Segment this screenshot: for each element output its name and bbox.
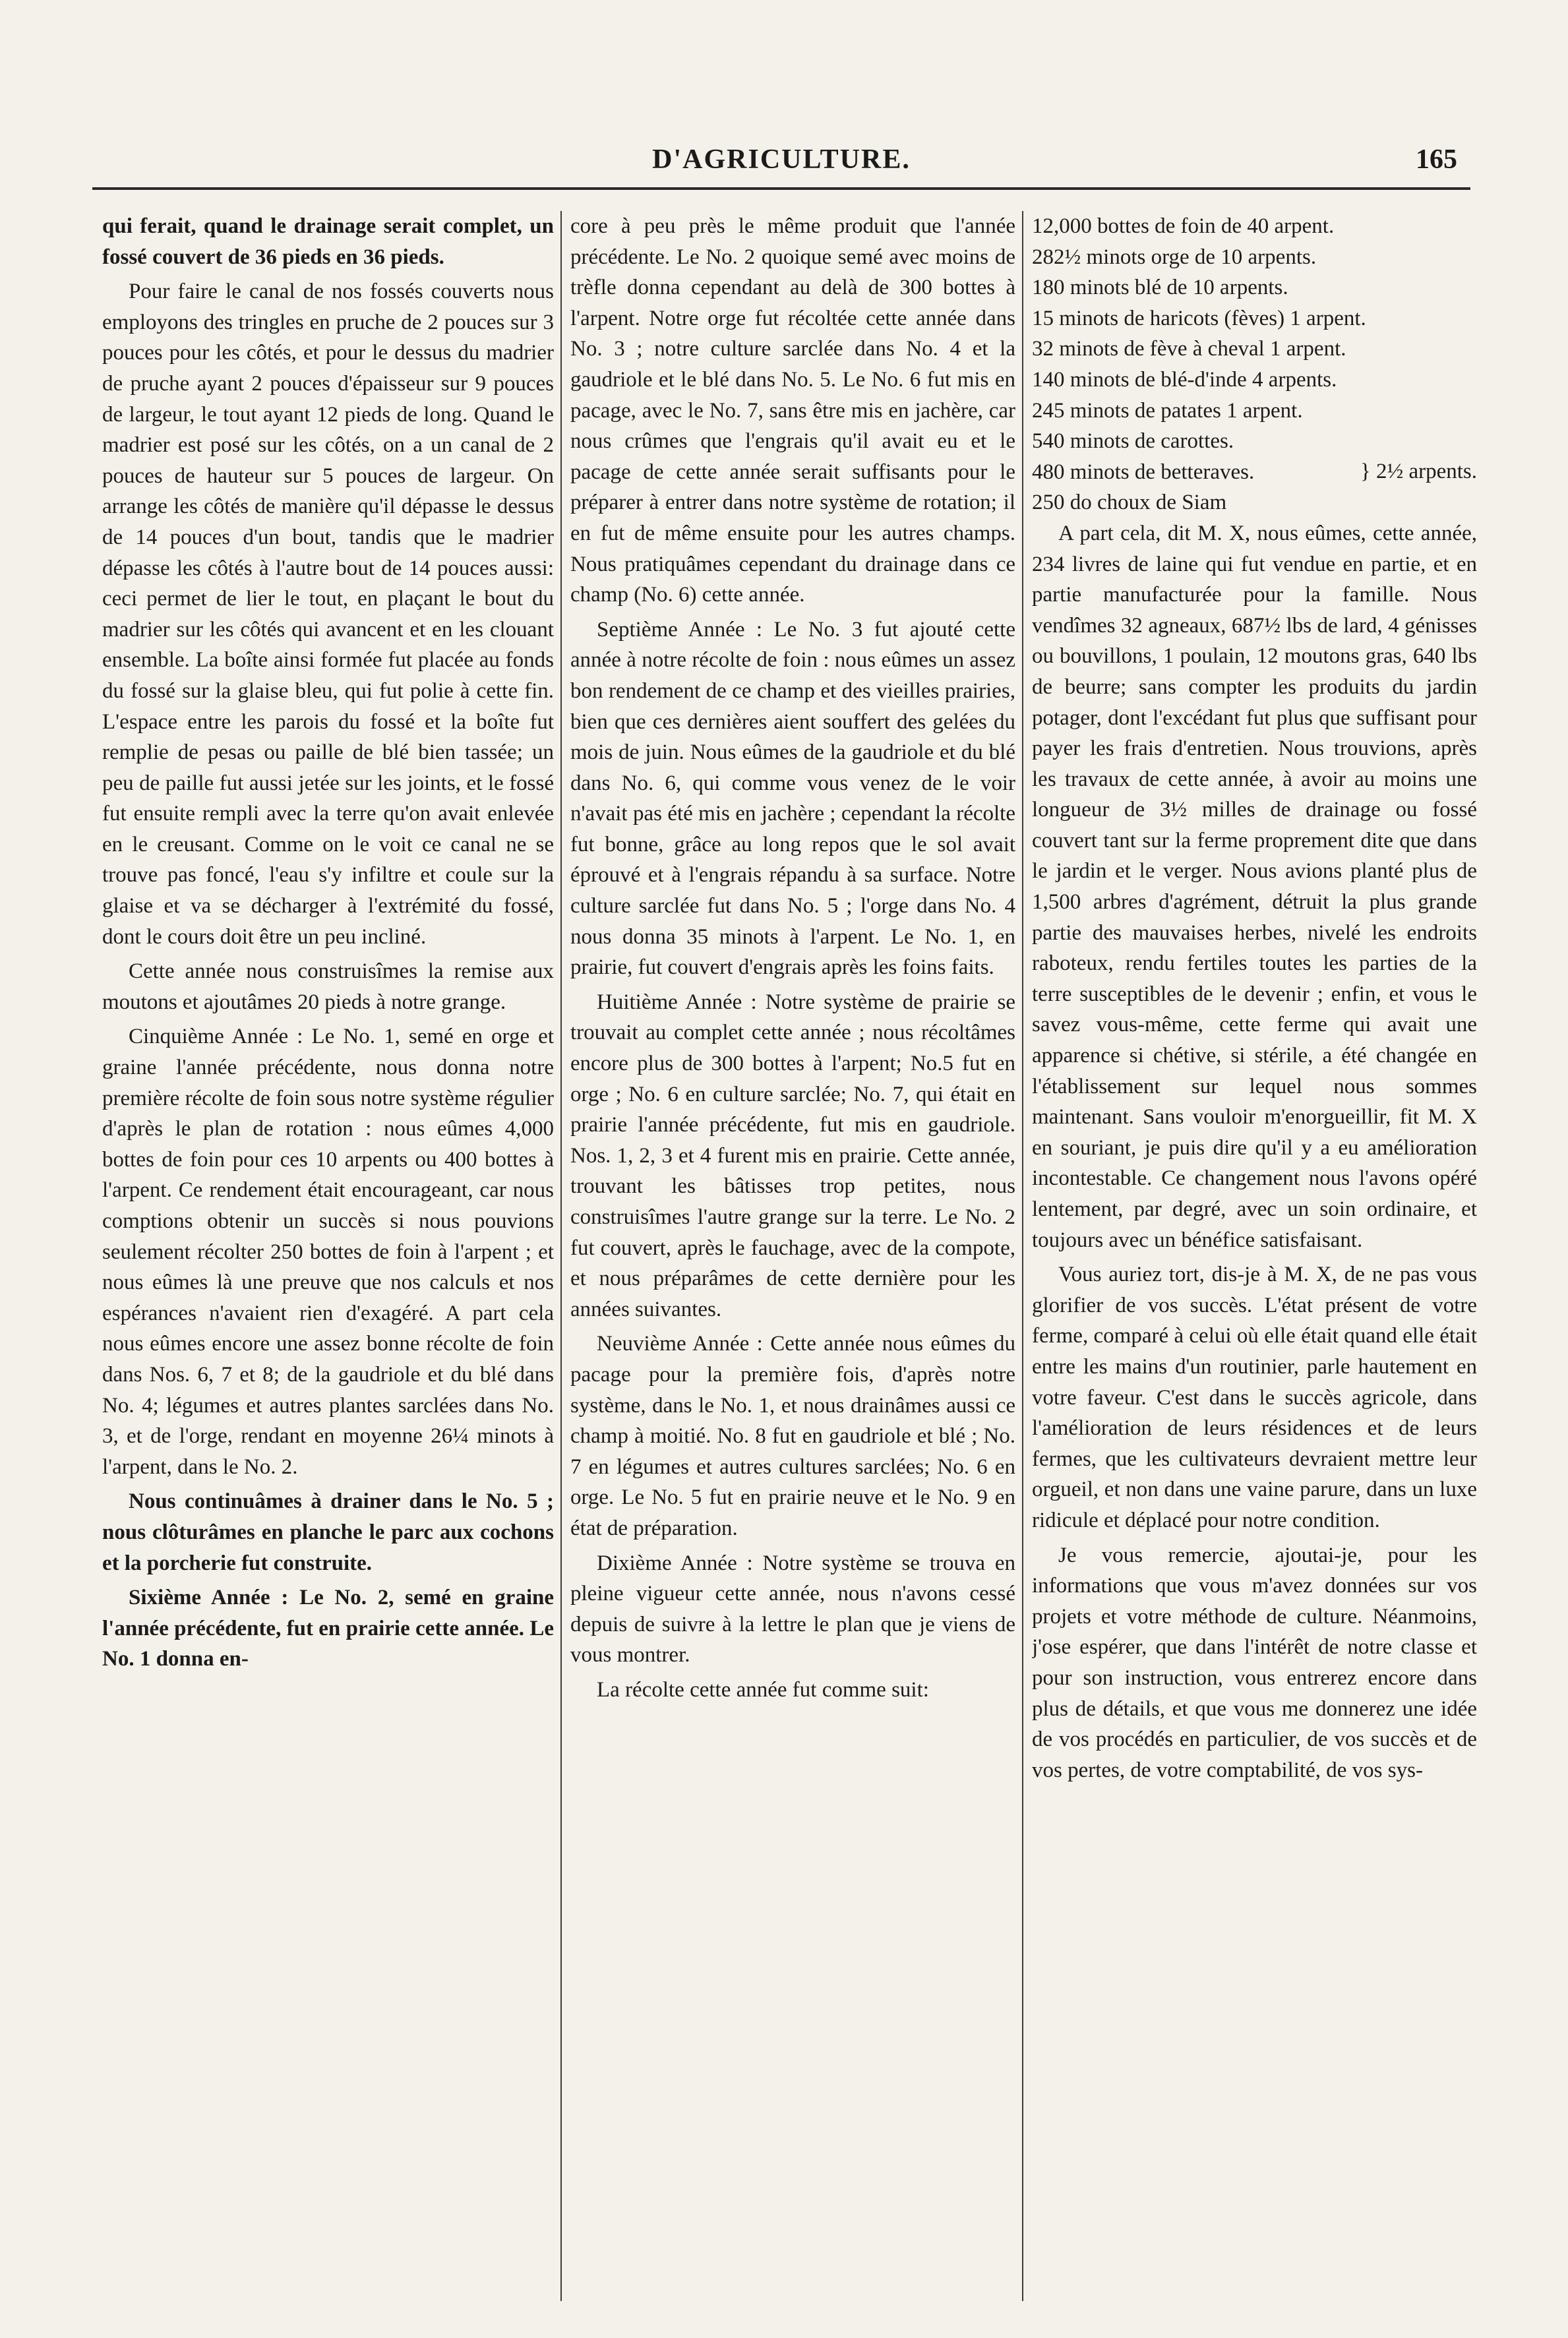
paragraph: Huitième Année : Notre système de prairie se trouvait au complet cette année ; nous récoltâmes encore plus de 300 bottes à l'arpent; No.5 fut en orge ; No. 6 en culture sarclée; No. 7, qui était en prairie l'année précédente, fut mis en gaudriole. Nos. 1, 2, 3 et 4 furent mis en prairie. Cette année, trouvant les bâtisses trop petites, nous construisîmes l'autre grange sur la terre. Le No. 2 fut couvert, après le fauchage, avec de la compote, et nous préparâmes de cette dernière pour les années suivantes. [570,990,1015,1321]
list-item: 540 minots de carottes. [1032,429,1234,454]
list-item: 245 minots de patates 1 arpent. [1032,398,1303,423]
paragraph: Neuvième Année : Cette année nous eûmes du pacage pour la première fois, d'après notre système, dans le No. 1, et nous drainâmes aussi ce champ à moitié. No. 8 fut en gaudriole et blé ; No. 7 en légumes et autres cultures sarclées; No. 6 en orge. Le No. 5 fut en prairie neuve et le No. 9 en état de préparation. [570,1332,1015,1540]
brace-total: } 2½ arpents. [1360,460,1477,484]
paragraph: Cinquième Année : Le No. 1, semé en orge et graine l'année précédente, nous donna notre première récolte de foin sous notre système régulier d'après le plan de rotation : nous eûmes 4,000 bottes de foin pour ces 10 arpents ou 400 bottes à l'arpent. Ce rendement était encourageant, car nous comptions obtenir un succès si nous pouvions seulement récolter 250 bottes de foin à l'arpent ; et nous eûmes là une preuve que nos calculs et nos espérances n'avaient rien d'exagéré. A part cela nous eûmes encore une assez bonne récolte de foin dans Nos. 6, 7 et 8; de la gaudriole et du blé dans No. 4; légumes et autres plantes sarclées dans No. 3, et de l'orge, rendant en moyenne 26¼ minots à l'arpent, dans le No. 2. [102,1025,554,1479]
brace-group [1032,426,1477,518]
harvest-list [1032,211,1477,518]
paragraph: qui ferait, quand le drainage serait complet, un fossé couvert de 36 pieds en 36 pieds. [102,214,554,269]
column-2 [570,211,1015,2308]
list-item: 480 minots de betteraves. [1032,460,1255,484]
paragraph: Cette année nous construisîmes la remise aux moutons et ajoutâmes 20 pieds à notre grange. [102,959,554,1014]
paragraph: A part cela, dit M. X, nous eûmes, cette année, 234 livres de laine qui fut vendue en partie, et en partie manufacturée pour la famille. Nous vendîmes 32 agneaux, 687½ lbs de lard, 4 génisses ou bouvillons, 1 poulain, 12 moutons gras, 640 lbs de beurre; sans compter les produits du jardin potager, dont l'excédant fut plus que suffisant pour payer les frais d'entretien. Nous trouvions, après les travaux de cette année, à avoir au moins une longueur de 3½ milles de drainage ou fossé couvert tant sur la ferme proprement dite que dans le jardin et le verger. Nous avions planté plus de 1,500 arbres d'agrément, détruit la plus grande partie des mauvaises herbes, nivelé les endroits raboteux, rendu fertiles toutes les parties de la terre susceptibles de le devenir ; enfin, et vous le savez vous-même, cette ferme qui avait une apparence si chétive, si stérile, a été changée en l'établissement sur lequel nous sommes maintenant. Sans vouloir m'enorgueillir, fit M. X en souriant, je puis dire qu'il y a eu amélioration incontestable. Ce changement nous l'avons opéré lentement, par degré, avec un soin ordinaire, et toujours avec un bénéfice satisfaisant. [1032,521,1477,1252]
paragraph: Nous continuâmes à drainer dans le No. 5 ; nous clôturâmes en planche le parc aux cochons et la porcherie fut construite. [102,1489,554,1575]
paragraph: Pour faire le canal de nos fossés couverts nous employons des tringles en pruche de 2 pouces sur 3 pouces pour les côtés, et pour le dessus du madrier de pruche ayant 2 pouces d'épaisseur sur 9 pouces de largeur, le tout ayant 12 pieds de long. Quand le madrier est posé sur les côtés, on a un canal de 2 pouces de hauteur sur 5 pouces de largeur. On arrange les côtés de manière qu'il dépasse le dessus de 14 pouces d'un bout, tandis que le madrier dépasse les côtés à l'autre bout de 14 pouces aussi: ceci permet de lier le tout, en plaçant le bout du madrier sur les côtés qui avancent et en les clouant ensemble. La boîte ainsi formée fut placée au fonds du fossé sur la glaise bleu, qui fut polie à cette fin. L'espace entre les parois du fossé et la boîte fut remplie de pesas ou paille de blé bien tassée; un peu de paille fut aussi jetée sur les joints, et le fossé fut ensuite rempli avec la terre qu'on avait enlevée en le creusant. Comme on le voit ce canal ne se trouve pas foncé, l'eau s'y infiltre et coule sur la glaise et va se décharger à l'extrémité du fossé, dont le cours doit être un peu incliné. [102,280,554,949]
list-item: 282½ minots orge de 10 arpents. [1032,245,1317,269]
column-1 [102,211,554,2308]
paragraph: Vous auriez tort, dis-je à M. X, de ne pas vous glorifier de vos succès. L'état présent de votre ferme, comparé à celui où elle était quand elle était entre les mains d'un routinier, parle hautement en votre faveur. C'est dans le succès agricole, dans l'amélioration de leurs résidences et de leurs fermes, que les cultivateurs devraient mettre leur orgueil, et non dans une vaine parure, dans un luxe ridicule et déplacé pour notre condition. [1032,1263,1477,1532]
column-divider-1 [560,211,562,2301]
list-item: 15 minots de haricots (fèves) 1 arpent. [1032,306,1366,330]
list-item: 180 minots blé de 10 arpents. [1032,276,1288,300]
list-item: 250 do choux de Siam [1032,491,1227,515]
page-header [92,144,1470,183]
paragraph: Je vous remercie, ajoutai-je, pour les informations que vous m'avez données sur vos projets et votre méthode de culture. Néanmoins, j'ose espérer, que dans l'intérêt de notre classe et pour son instruction, vous entrerez encore dans plus de détails, et que vous me donnerez une idée de vos procédés en particulier, de vos succès et de vos pertes, de votre comptabilité, de vos sys- [1032,1543,1477,1782]
brace-label: 2½ arpents. [1375,460,1477,484]
paragraph: core à peu près le même produit que l'année précédente. Le No. 2 quoique semé avec moins de trèfle donna cependant au delà de 300 bottes à l'arpent. Notre orge fut récoltée cette année dans No. 3 ; notre culture sarclée dans No. 4 et la gaudriole et le blé dans No. 5. Le No. 6 fut mis en pacage, avec le No. 7, sans être mis en jachère, car nous crûmes que l'engrais qu'il avait eu et le pacage de cette année serait suffisants pour le préparer à entrer dans notre système de rotation; il en fut de même ensuite pour les autres champs. Nous pratiquâmes cependant du drainage dans ce champ (No. 6) cette année. [570,214,1015,607]
paragraph: Sixième Année : Le No. 2, semé en graine l'année précédente, fut en prairie cette année. Le No. 1 donna en- [102,1586,554,1671]
list-item: 12,000 bottes de foin de 40 arpent. [1032,214,1335,238]
paragraph: Septième Année : Le No. 3 fut ajouté cette année à notre récolte de foin : nous eûmes un assez bon rendement de ce champ et des vieilles prairies, bien que ces dernières aient souffert des gelées du mois de juin. Nous eûmes de la gaudriole et du blé dans No. 6, qui comme vous venez de le voir n'avait pas été mis en jachère ; cependant la récolte fut bonne, grâce au long repos que le sol avait éprouvé et à l'engrais répandu à sa surface. Notre culture sarclée fut dans No. 5 ; l'orge dans No. 4 nous donna 35 minots à l'arpent. Le No. 1, en prairie, fut couvert d'engrais après les foins faits. [570,617,1015,980]
paragraph: Dixième Année : Notre système se trouva en pleine vigueur cette année, nous n'avons cessé depuis de suivre à la lettre le plan que je viens de vous montrer. [570,1551,1015,1667]
paragraph: La récolte cette année fut comme suit: [597,1677,929,1702]
header-rule [92,187,1470,190]
page-number: 165 [1416,144,1457,175]
list-item: 32 minots de fève à cheval 1 arpent. [1032,337,1346,361]
list-item: 140 minots de blé-d'inde 4 arpents. [1032,367,1337,392]
running-title: D'AGRICULTURE. [652,144,911,175]
column-3 [1032,211,1477,2308]
column-divider-2 [1022,211,1023,2301]
